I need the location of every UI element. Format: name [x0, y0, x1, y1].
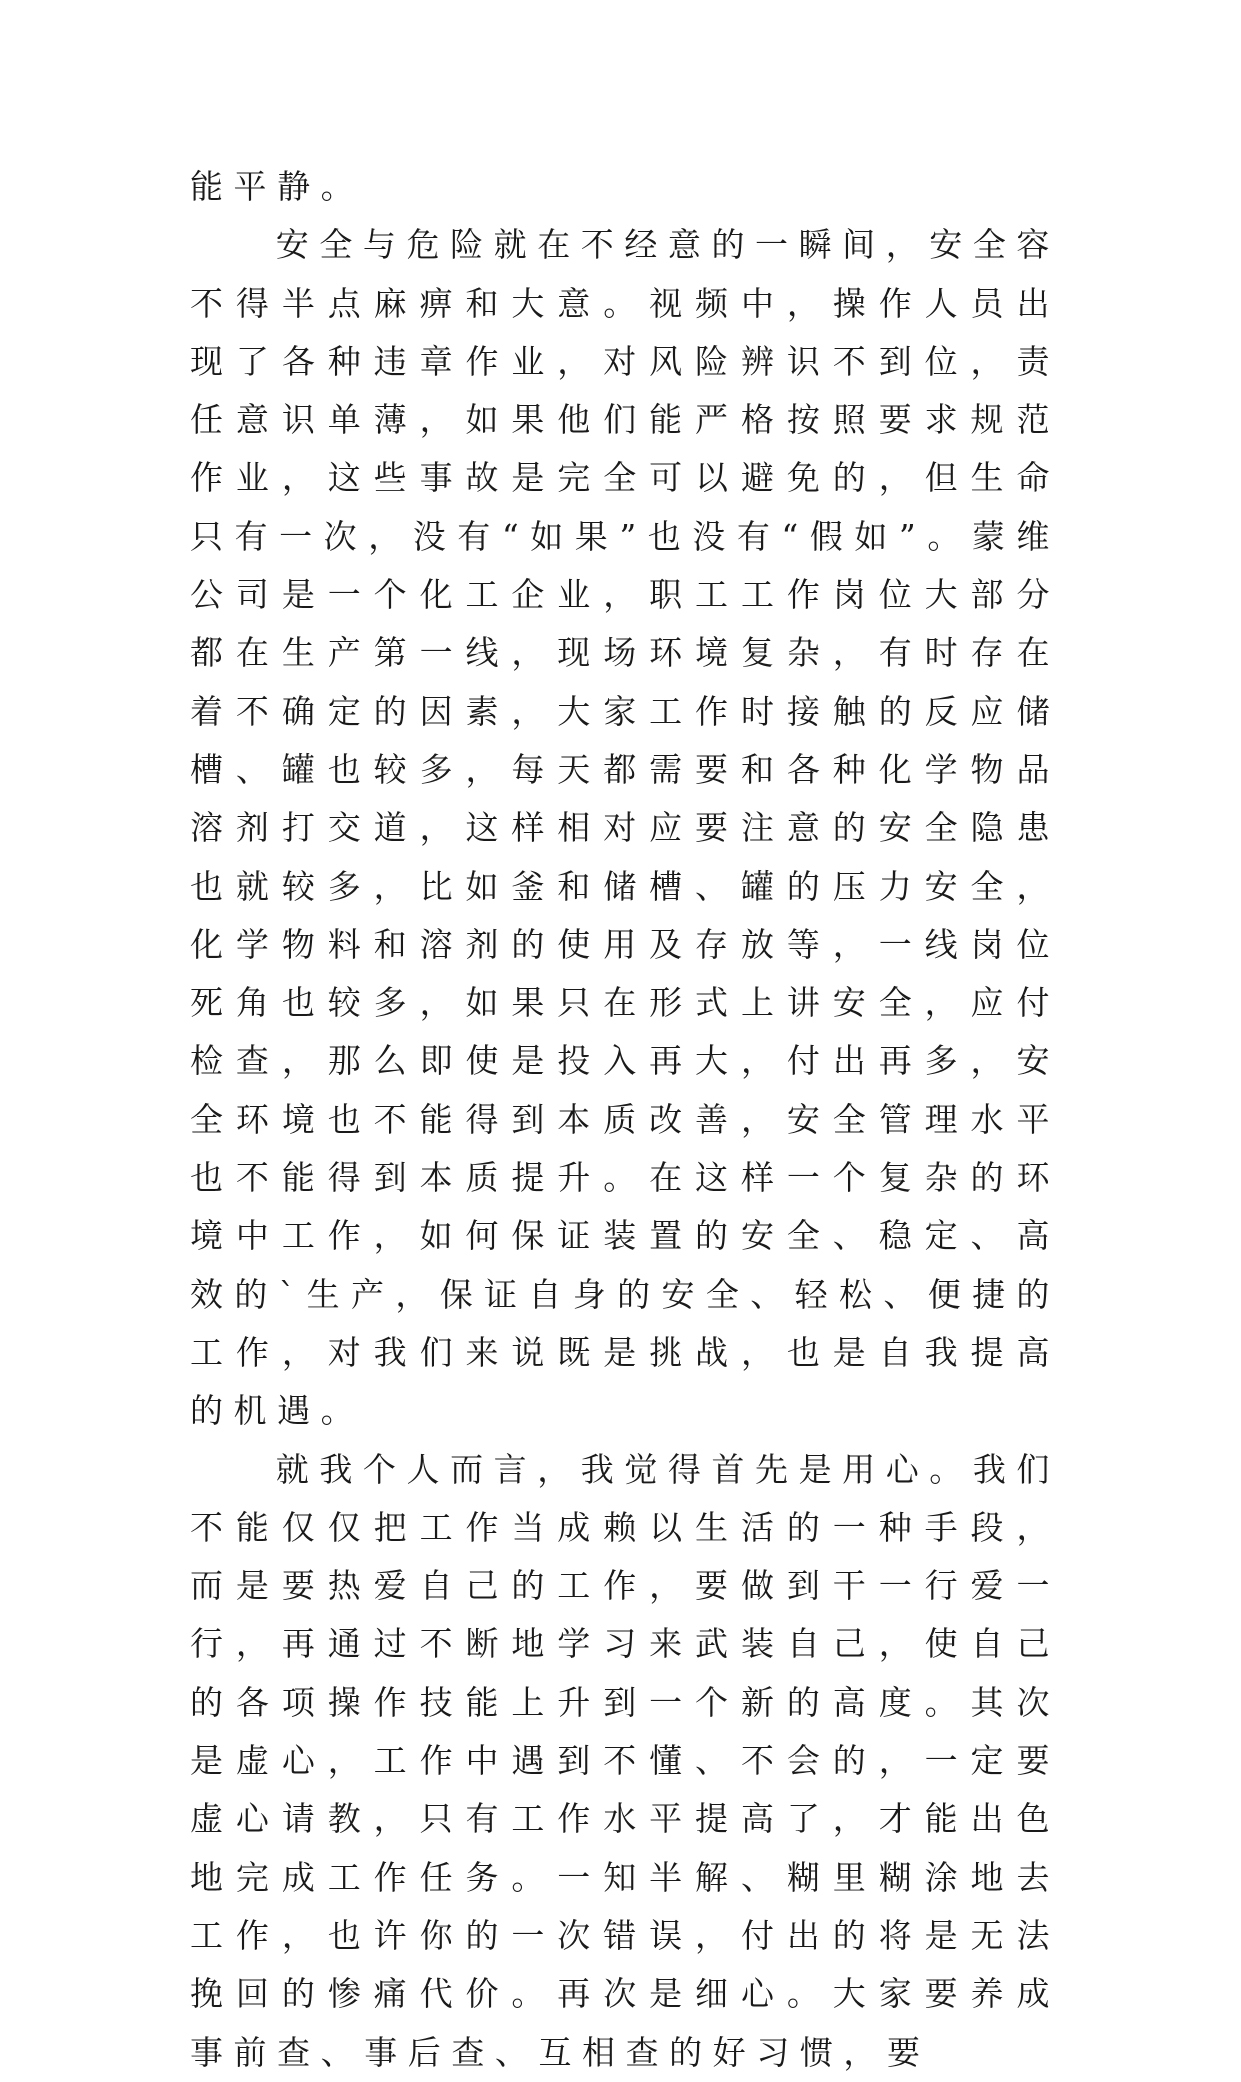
paragraph-continuation: 能平静。 — [190, 167, 365, 206]
document-body — [190, 158, 1060, 2082]
paragraph-safety-risk: 安全与危险就在不经意的一瞬间，安全容不得半点麻痹和大意。视频中，操作人员出现了各种违章作业，对风险辨识不到位，责任意识单薄，如果他们能严格按照要求规范作业，这些事故是完全可以避免的，但生命只有一次，没有“如果”也没有“假如”。蒙维公司是一个化工企业，职工工作岗位大部分都在生产第一线，现场环境复杂，有时存在着不确定的因素，大家工作时接触的反应储槽、罐也较多，每天都需要和各种化学物品溶剂打交道，这样相对应要注意的安全隐患也就较多，比如釜和储槽、罐的压力安全，化学物料和溶剂的使用及存放等，一线岗位死角也较多，如果只在形式上讲安全，应付检查，那么即使是投入再大，付出再多，安全环境也不能得到本质改善，安全管理水平也不能得到本质提升。在这样一个复杂的环境中工作，如何保证装置的安全、稳定、高效的`生产，保证自身的安全、轻松、便捷的工作，对我们来说既是挑战，也是自我提高的机遇。 — [190, 225, 1060, 1431]
paragraph-personal-view: 就我个人而言，我觉得首先是用心。我们不能仅仅把工作当成赖以生活的一种手段，而是要热爱自己的工作，要做到干一行爱一行，再通过不断地学习来武装自己，使自己的各项操作技能上升到一个新的高度。其次是虚心，工作中遇到不懂、不会的，一定要虚心请教，只有工作水平提高了，才能出色地完成工作任务。一知半解、糊里糊涂地去工作，也许你的一次错误，付出的将是无法挽回的惨痛代价。再次是细心。大家要养成事前查、事后查、互相查的好习惯，要 — [190, 1449, 1060, 2072]
